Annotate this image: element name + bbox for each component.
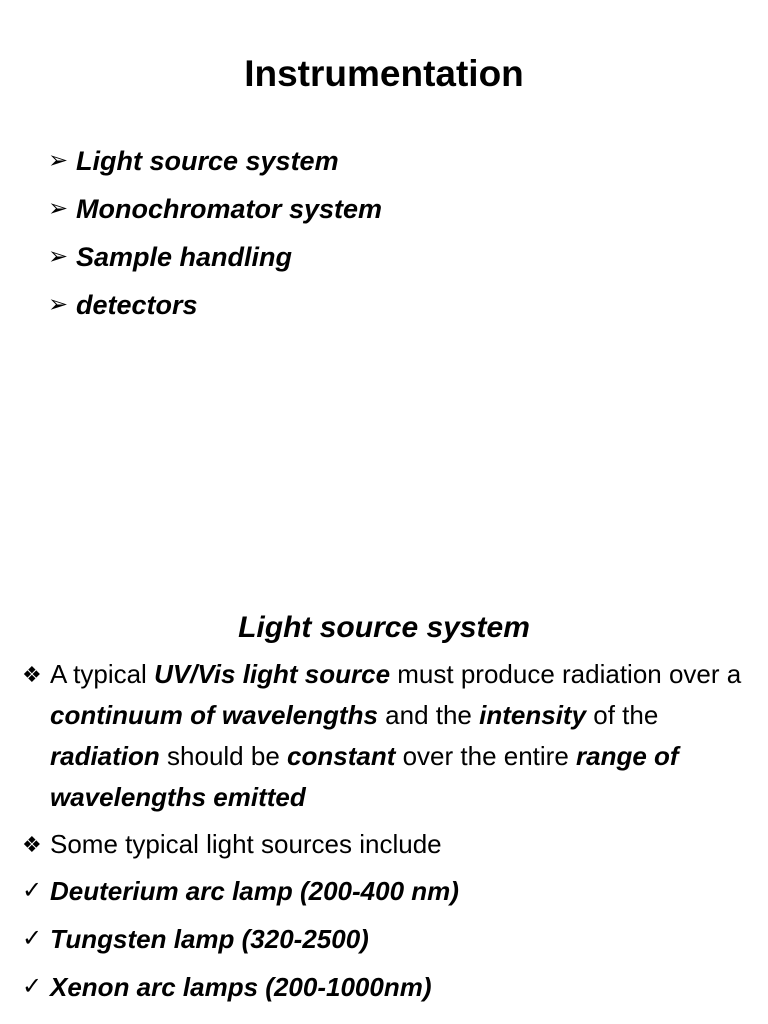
arrowhead-bullet-icon: ➢ [48, 195, 69, 222]
slide-title: Instrumentation [244, 53, 524, 94]
list-item-label: Tungsten lamp (320-2500) [50, 924, 369, 954]
list-item [22, 870, 459, 918]
instrumentation-list [48, 140, 382, 332]
list-item-label: Sample handling [76, 242, 293, 272]
list-item-label: Light source system [76, 146, 339, 176]
paragraph-text: Some typical light sources include [50, 829, 442, 859]
list-item [48, 140, 382, 188]
paragraph-light-source-requirements [22, 654, 742, 818]
arrowhead-bullet-icon: ➢ [48, 291, 69, 318]
list-item [22, 918, 459, 966]
list-item-label: Monochromator system [76, 194, 383, 224]
arrowhead-bullet-icon: ➢ [48, 243, 69, 270]
slide-light-source-system [0, 512, 768, 1024]
list-item [22, 966, 459, 1014]
paragraph-text: A typical UV/Vis light source must produce radiation over a continuum of wavelengths and the intensity of the radiation should be constant over the entire range of wavelengths emitted [50, 659, 742, 812]
light-sources-list [22, 870, 459, 1014]
list-item [48, 236, 382, 284]
list-item-label: Xenon arc lamps (200-1000nm) [50, 972, 432, 1002]
list-item-label: Deuterium arc lamp (200-400 nm) [50, 876, 459, 906]
four-diamond-bullet-icon: ❖ [22, 832, 42, 857]
list-item [48, 284, 382, 332]
checkmark-bullet-icon: ✓ [22, 925, 43, 952]
checkmark-bullet-icon: ✓ [22, 973, 43, 1000]
checkmark-bullet-icon: ✓ [22, 877, 43, 904]
list-item [48, 188, 382, 236]
slide-title: Light source system [238, 611, 530, 644]
arrowhead-bullet-icon: ➢ [48, 147, 69, 174]
four-diamond-bullet-icon: ❖ [22, 662, 42, 687]
paragraph-typical-sources [22, 824, 742, 865]
list-item-label: detectors [76, 290, 198, 320]
